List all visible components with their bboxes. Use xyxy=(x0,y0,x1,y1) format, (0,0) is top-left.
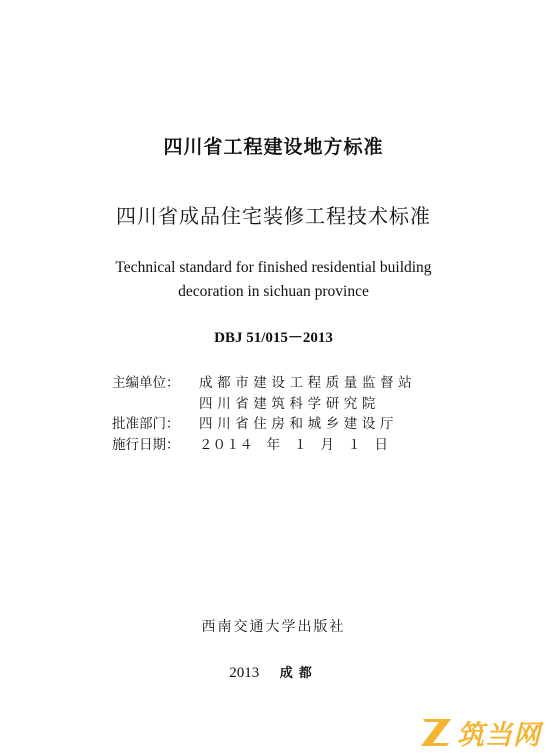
standard-category: 四川省工程建设地方标准 xyxy=(163,136,384,158)
info-row-effective-date xyxy=(112,433,416,454)
publisher: 西南交通大学出版社 xyxy=(201,619,346,635)
watermark-text: 筑当网 xyxy=(457,719,541,751)
info-value: 四川省建筑科学研究院 xyxy=(199,395,380,412)
info-value: 四川省住房和城乡建设厅 xyxy=(199,416,399,433)
zhudang-logo-icon xyxy=(419,715,455,749)
watermark xyxy=(419,714,541,750)
info-value: ２０１４ 年 １ 月 １ 日 xyxy=(199,436,388,453)
publication-year: 2013 xyxy=(229,665,260,681)
info-row-approval xyxy=(112,412,416,433)
title-english-line-2: decoration in sichuan province xyxy=(178,283,369,300)
info-row-co-editor xyxy=(112,392,416,413)
info-label: 批准部门： xyxy=(112,416,180,433)
info-block xyxy=(112,371,416,453)
standard-code: DBJ 51/015－2013 xyxy=(214,330,333,346)
publication-city: 成都 xyxy=(279,666,318,681)
info-row-chief-editor xyxy=(112,371,416,392)
info-value: 成都市建设工程质量监督站 xyxy=(199,375,417,392)
publication-place xyxy=(0,662,547,682)
info-label: 主编单位： xyxy=(112,375,180,392)
info-label: 施行日期： xyxy=(112,436,180,453)
title-english-line-1: Technical standard for finished residential building xyxy=(115,259,432,276)
title-chinese: 四川省成品住宅装修工程技术标准 xyxy=(116,204,431,228)
